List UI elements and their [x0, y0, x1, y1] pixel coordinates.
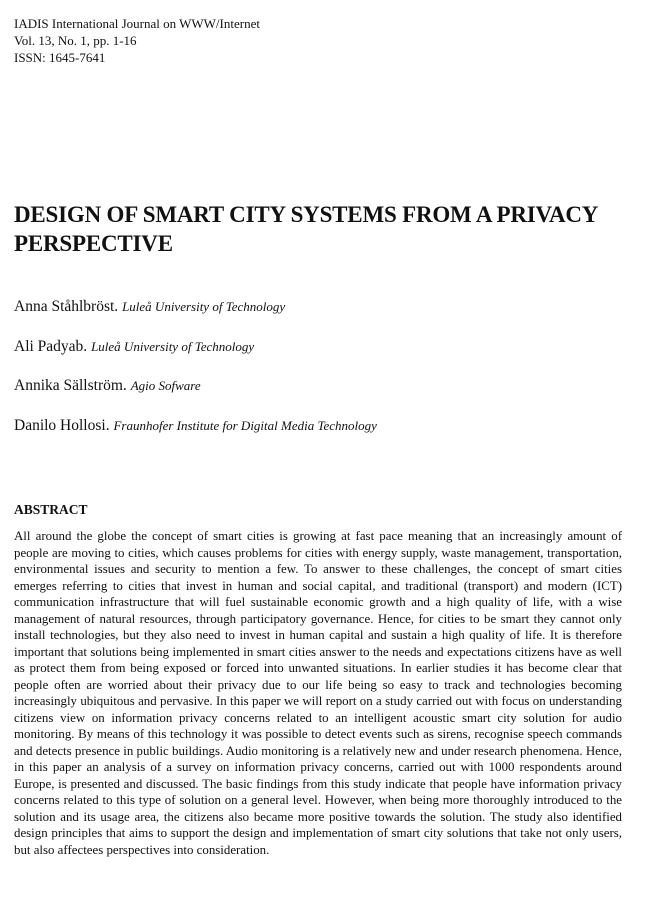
journal-header: [14, 15, 260, 66]
author-name: Danilo Hollosi.: [14, 416, 110, 434]
author-affiliation: Luleå University of Technology: [91, 338, 255, 354]
author-name: Ali Padyab.: [14, 337, 88, 355]
journal-issn: ISSN: 1645-7641: [14, 50, 106, 65]
author-affiliation: Fraunhofer Institute for Digital Media Technology: [113, 417, 377, 433]
author-list: [14, 297, 634, 455]
author-affiliation: Agio Sofware: [130, 378, 201, 393]
author-affiliation: Luleå University of Technology: [122, 299, 286, 314]
journal-name: IADIS International Journal on WWW/Internet: [14, 16, 260, 31]
paper-title: DESIGN OF SMART CITY SYSTEMS FROM A PRIVACY PERSPECTIVE: [14, 202, 598, 256]
author-name: Anna Ståhlbröst.: [14, 298, 119, 315]
author-entry: [14, 376, 634, 416]
author-entry: [14, 337, 634, 377]
abstract-heading: ABSTRACT: [14, 502, 88, 517]
author-entry: [14, 297, 634, 337]
abstract-text: All around the globe the concept of smart cities is growing at fast pace meaning that an increasingly amount of people are moving to cities, which causes problems for cities with energy supply, waste management, transportation, environmental issues and security to mention a few. To answer to these challenges, the concept of smart cities emerges referring to cities that invest in human and social capital, and traditional (transport) and modern (ICT) communication infrastructure that will fuel sustainable economic growth and a high quality of life, with a wise management of natural resources, through participatory governance. Hence, for cities to be smart they cannot only install technologies, but they also need to invest in human capital and sustain a high quality of life. It is therefore important that solutions being implemented in smart cities answer to the needs and expectations citizens have as well as protect them from being exposed or forced into unwanted situations. In earlier studies it has become clear that people often are worried about their privacy due to our life being so easy to track and technologies becoming increasingly ubiquitous and pervasive. In this paper we will report on a study carried out with focus on understanding citizens view on information privacy concerns related to an intelligent acoustic smart city solution for audio monitoring. By means of this technology it was possible to detect events such as sirens, recognise speech commands and detects presence in public buildings. Audio monitoring is a relatively new and under research phenomena. Hence, in this paper an analysis of a survey on information privacy concerns, carried out with 1000 respondents around Europe, is presented and discussed. The basic findings from this study indicate that people have information privacy concerns related to this type of solution on a general level. However, when being more thoroughly introduced to the solution and its usage area, the citizens also became more positive towards the solution. The study also identified design principles that aims to support the design and implementation of smart city solutions that take not only users, but also affectees perspectives into consideration.: [14, 529, 622, 857]
author-name: Annika Sällström.: [14, 377, 127, 394]
journal-volume: Vol. 13, No. 1, pp. 1-16: [14, 33, 137, 48]
author-entry: [14, 416, 634, 456]
